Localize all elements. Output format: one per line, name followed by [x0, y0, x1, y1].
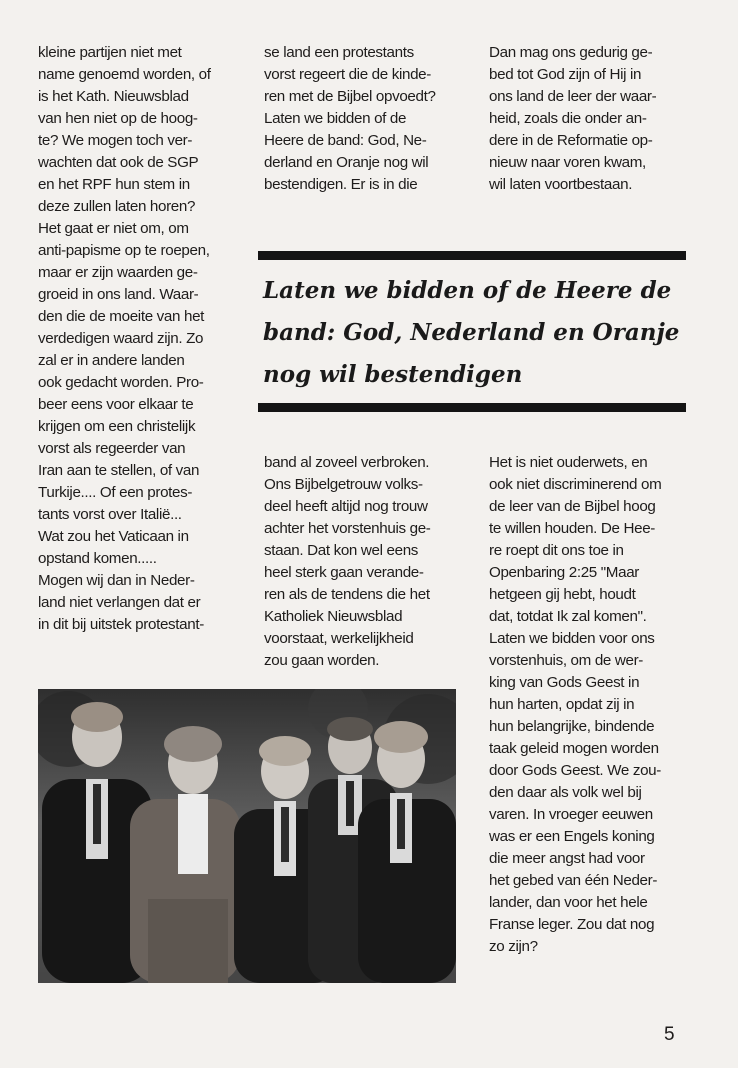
text-line: land niet verlangen dat er	[38, 594, 201, 611]
text-line: was er een Engels koning	[489, 828, 655, 845]
text-line: Het is niet ouderwets, en	[489, 454, 648, 471]
text-line: deel heeft altijd nog trouw	[264, 498, 428, 515]
text-line: re roept dit ons toe in	[489, 542, 624, 559]
text-line: den daar als volk wel bij	[489, 784, 642, 801]
column-bottom-right	[489, 452, 699, 958]
column-bottom-middle	[264, 452, 469, 672]
text-line: vorst regeert die de kinde-	[264, 66, 431, 83]
text-line: staan. Dat kon wel eens	[264, 542, 419, 559]
text-line: wachten dat ook de SGP	[38, 154, 199, 171]
text-line: is het Kath. Nieuwsblad	[38, 88, 189, 105]
text-line: Iran aan te stellen, of van	[38, 462, 200, 479]
text-line: voorstaat, werkelijkheid	[264, 630, 414, 647]
text-line: te? We mogen toch ver-	[38, 132, 193, 149]
text-line: nieuw naar voren kwam,	[489, 154, 646, 171]
text-line: derland en Oranje nog wil	[264, 154, 429, 171]
text-line: bed tot God zijn of Hij in	[489, 66, 642, 83]
text-line: hetgeen gij hebt, houdt	[489, 586, 636, 603]
column-top-left	[38, 42, 248, 636]
pull-quote-line: band: God, Nederland en Oranje	[263, 319, 680, 346]
pull-quote	[263, 270, 683, 396]
text-line: Mogen wij dan in Neder-	[38, 572, 195, 589]
text-line: ook gedacht worden. Pro-	[38, 374, 204, 391]
text-line: Laten we bidden of de	[264, 110, 407, 127]
text-line: dere in de Reformatie op-	[489, 132, 653, 149]
text-line: Heere de band: God, Ne-	[264, 132, 427, 149]
text-line: vorstenhuis, om de wer-	[489, 652, 644, 669]
text-line: Ons Bijbelgetrouw volks-	[264, 476, 423, 493]
text-line: heid, zoals die onder an-	[489, 110, 647, 127]
page-number: 5	[664, 1024, 675, 1045]
pull-quote-line: Laten we bidden of de Heere de	[263, 277, 672, 304]
text-line: Het gaat er niet om, om	[38, 220, 189, 237]
text-line: heel sterk gaan verande-	[264, 564, 424, 581]
pull-quote-line: nog wil bestendigen	[263, 361, 523, 388]
text-line: opstand komen.....	[38, 550, 157, 567]
text-line: anti-papisme op te roepen,	[38, 242, 210, 259]
pull-quote-bottom-rule	[258, 403, 686, 412]
family-portrait-photo	[38, 689, 456, 983]
text-line: achter het vorstenhuis ge-	[264, 520, 431, 537]
text-line: den die de moeite van het	[38, 308, 205, 325]
text-line: Dan mag ons gedurig ge-	[489, 44, 653, 61]
text-line: zou gaan worden.	[264, 652, 380, 669]
text-line: maar er zijn waarden ge-	[38, 264, 198, 281]
text-line: krijgen om een christelijk	[38, 418, 196, 435]
text-line: Laten we bidden voor ons	[489, 630, 655, 647]
text-line: band al zoveel verbroken.	[264, 454, 430, 471]
text-line: Turkije.... Of een protes-	[38, 484, 193, 501]
text-line: in dit bij uitstek protestant-	[38, 616, 204, 633]
text-line: ren met de Bijbel opvoedt?	[264, 88, 436, 105]
text-line: het gebed van één Neder-	[489, 872, 658, 889]
column-top-right	[489, 42, 689, 196]
text-line: bestendigen. Er is in die	[264, 176, 418, 193]
text-line: Wat zou het Vaticaan in	[38, 528, 189, 545]
text-line: die meer angst had voor	[489, 850, 645, 867]
text-line: ren als de tendens die het	[264, 586, 430, 603]
text-line: hun harten, opdat zij in	[489, 696, 635, 713]
text-line: door Gods Geest. We zou-	[489, 762, 661, 779]
text-line: deze zullen laten horen?	[38, 198, 196, 215]
text-line: beer eens voor elkaar te	[38, 396, 194, 413]
text-line: verdedigen waard zijn. Zo	[38, 330, 204, 347]
text-line: groeid in ons land. Waar-	[38, 286, 199, 303]
text-line: zal er in andere landen	[38, 352, 185, 369]
text-line: zo zijn?	[489, 938, 538, 955]
text-line: lander, dan voor het hele	[489, 894, 648, 911]
text-line: kleine partijen niet met	[38, 44, 182, 61]
text-line: varen. In vroeger eeuwen	[489, 806, 653, 823]
text-line: name genoemd worden, of	[38, 66, 211, 83]
text-line: Openbaring 2:25 "Maar	[489, 564, 640, 581]
text-line: hun belangrijke, bindende	[489, 718, 655, 735]
text-line: Franse leger. Zou dat nog	[489, 916, 655, 933]
text-line: tants vorst over Italië...	[38, 506, 182, 523]
text-line: taak geleid mogen worden	[489, 740, 659, 757]
text-line: te willen houden. De Hee-	[489, 520, 656, 537]
text-line: van hen niet op de hoog-	[38, 110, 198, 127]
text-line: se land een protestants	[264, 44, 414, 61]
column-top-middle	[264, 42, 464, 196]
text-line: vorst als regeerder van	[38, 440, 186, 457]
text-line: ook niet discriminerend om	[489, 476, 662, 493]
text-line: ons land de leer der waar-	[489, 88, 657, 105]
text-line: king van Gods Geest in	[489, 674, 640, 691]
pull-quote-top-rule	[258, 251, 686, 260]
text-line: en het RPF hun stem in	[38, 176, 190, 193]
text-line: Katholiek Nieuwsblad	[264, 608, 403, 625]
text-line: dat, totdat Ik zal komen".	[489, 608, 647, 625]
text-line: de leer van de Bijbel hoog	[489, 498, 656, 515]
text-line: wil laten voortbestaan.	[489, 176, 633, 193]
